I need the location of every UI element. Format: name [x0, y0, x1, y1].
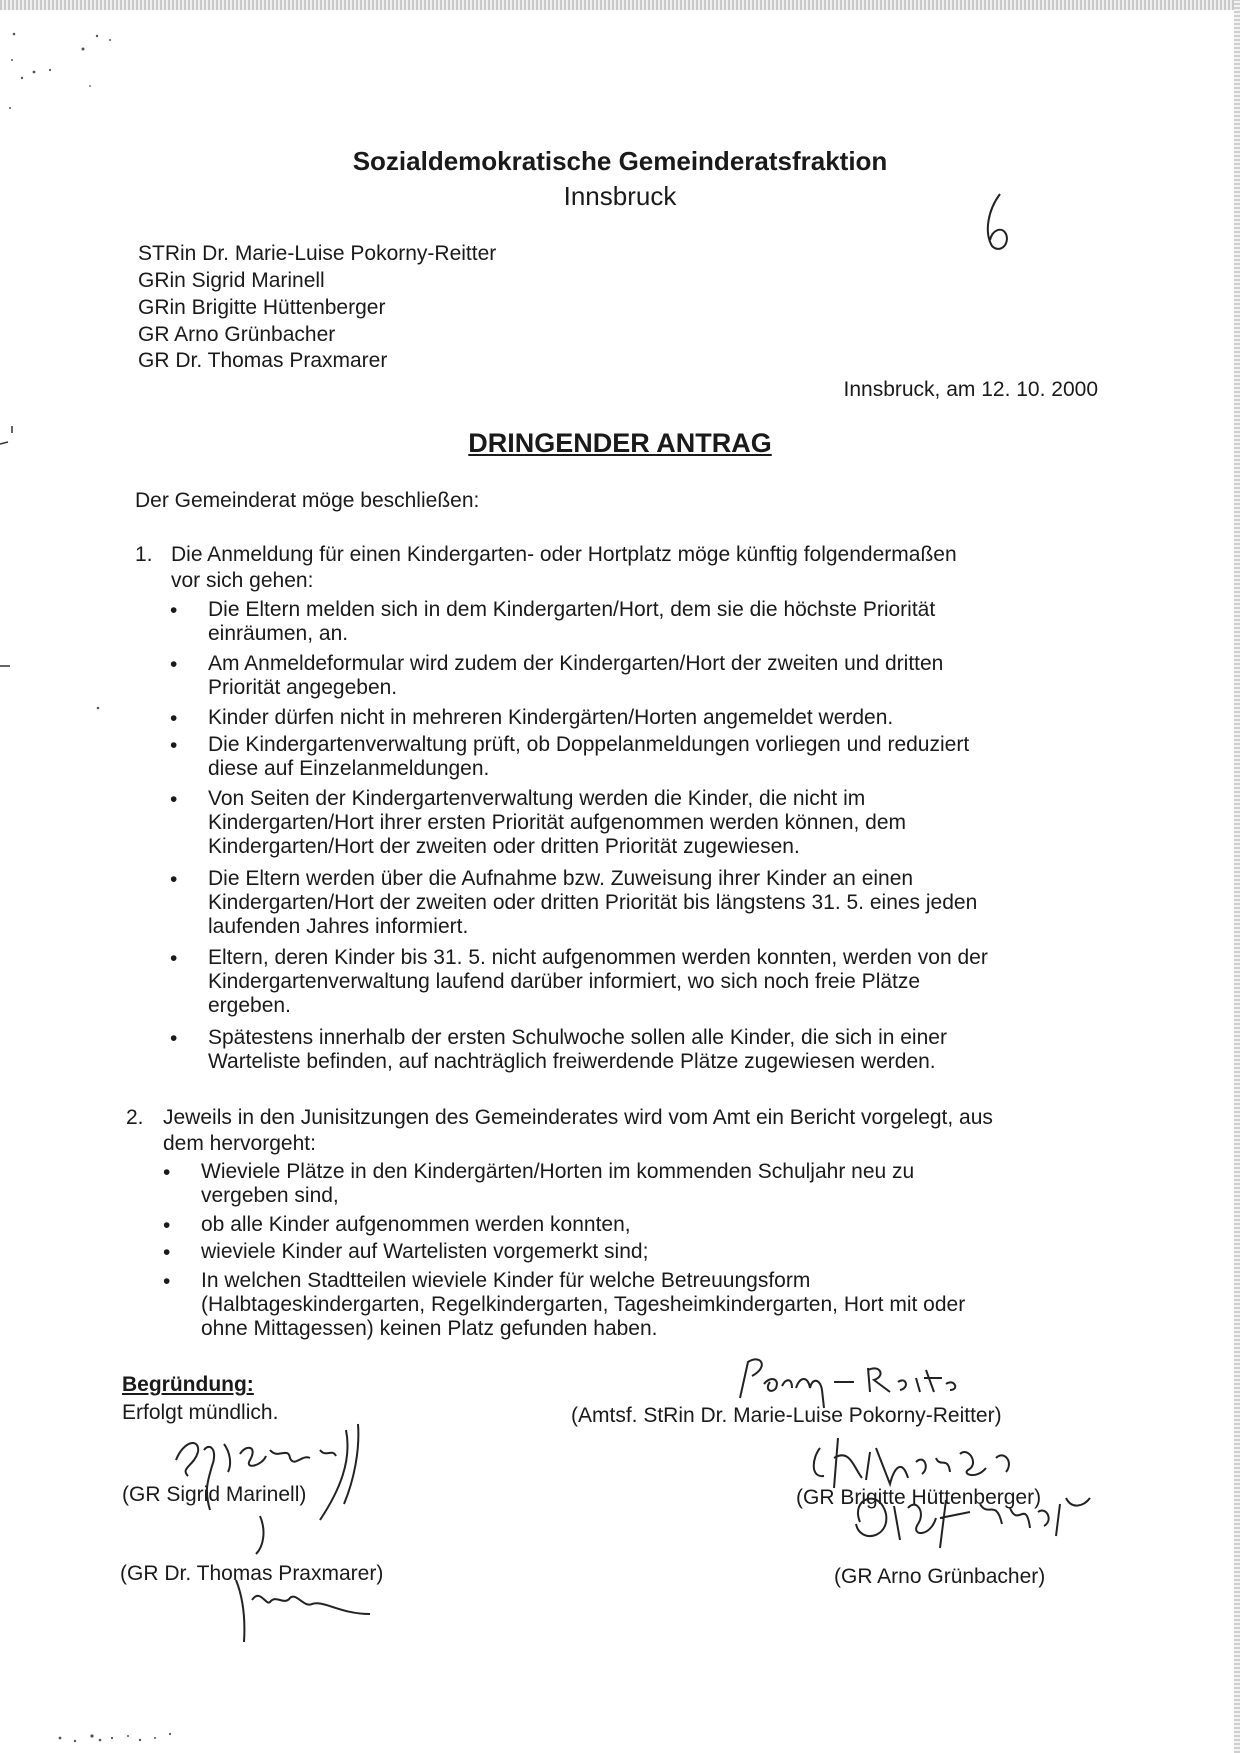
signature-label-gruenbacher: (GR Arno Grünbacher)	[834, 1565, 1046, 1588]
bullet-text: Wieviele Plätze in den Kindergärten/Horten im kommenden Schuljahr neu zu	[201, 1160, 915, 1183]
bullet-marker: •	[170, 788, 178, 811]
bullet-text: einräumen, an.	[208, 622, 349, 645]
bullet-marker: •	[163, 1161, 171, 1184]
header-title: Sozialdemokratische Gemeinderatsfraktion	[352, 146, 888, 176]
bullet-text: (Halbtageskindergarten, Regelkindergarten, Tagesheimkindergarten, Hort mit oder	[201, 1293, 966, 1316]
bullet-marker: •	[170, 707, 178, 730]
reasoning-text: Erfolgt mündlich.	[122, 1401, 279, 1424]
section-text: vor sich gehen:	[171, 569, 314, 592]
bullet-marker: •	[170, 868, 178, 891]
bullet-text: Kinder dürfen nicht in mehreren Kindergärten/Horten angemeldet werden.	[208, 706, 894, 729]
bullet-marker: •	[163, 1214, 171, 1237]
bullet-text: ob alle Kinder aufgenommen werden konnten,	[201, 1213, 631, 1236]
bullet-text: Kindergarten/Hort der zweiten oder dritten Priorität bis längstens 31. 5. eines jeden	[208, 891, 978, 914]
sender-line: GRin Brigitte Hüttenberger	[138, 296, 386, 319]
section-text: Jeweils in den Junisitzungen des Gemeinderates wird vom Amt ein Bericht vorgelegt, aus	[163, 1106, 993, 1129]
bullet-text: ohne Mittagessen) keinen Platz gefunden haben.	[201, 1317, 658, 1340]
bullet-text: diese auf Einzelanmeldungen.	[208, 757, 490, 780]
section-text: Die Anmeldung für einen Kindergarten- oder Hortplatz möge künftig folgendermaßen	[171, 543, 957, 566]
bullet-text: Am Anmeldeformular wird zudem der Kindergarten/Hort der zweiten und dritten	[208, 652, 944, 675]
bullet-text: Die Eltern werden über die Aufnahme bzw. Zuweisung ihrer Kinder an einen	[208, 867, 914, 890]
sender-line: GR Arno Grünbacher	[138, 323, 336, 346]
bullet-text: Kindergartenverwaltung laufend darüber informiert, wo sich noch freie Plätze	[208, 970, 921, 993]
sender-line: GR Dr. Thomas Praxmarer	[138, 349, 388, 372]
bullet-text: In welchen Stadtteilen wieviele Kinder für welche Betreuungsform	[201, 1269, 811, 1292]
header-subtitle: Innsbruck	[563, 181, 677, 211]
section-number: 1.	[135, 543, 153, 566]
section-text: dem hervorgeht:	[163, 1132, 316, 1155]
intro-text: Der Gemeinderat möge beschließen:	[135, 489, 480, 512]
section-number: 2.	[126, 1106, 144, 1129]
signature-label-pokorny: (Amtsf. StRin Dr. Marie-Luise Pokorny-Reitter)	[571, 1404, 1002, 1427]
bullet-marker: •	[170, 947, 178, 970]
bullet-text: Spätestens innerhalb der ersten Schulwoche sollen alle Kinder, die sich in einer	[208, 1026, 947, 1049]
bullet-marker: •	[170, 599, 178, 622]
signature-praxmarer	[230, 1510, 380, 1650]
signature-label-praxmarer: (GR Dr. Thomas Praxmarer)	[120, 1562, 384, 1585]
bullet-text: wieviele Kinder auf Wartelisten vorgemerkt sind;	[201, 1240, 649, 1263]
bullet-text: Die Kindergartenverwaltung prüft, ob Doppelanmeldungen vorliegen und reduziert	[208, 733, 970, 756]
bullet-text: Priorität angegeben.	[208, 676, 398, 699]
bullet-text: Kindergarten/Hort ihrer ersten Priorität aufgenommen werden können, dem	[208, 811, 907, 834]
signature-pokorny	[730, 1348, 1030, 1418]
bullet-text: Eltern, deren Kinder bis 31. 5. nicht aufgenommen werden konnten, werden von der	[208, 946, 988, 969]
bullet-marker: •	[170, 653, 178, 676]
bullet-text: Von Seiten der Kindergartenverwaltung werden die Kinder, die nicht im	[208, 787, 866, 810]
handwritten-page-number	[980, 190, 1020, 260]
bullet-text: ergeben.	[208, 994, 291, 1017]
bullet-text: Kindergarten/Hort der zweiten oder dritten Priorität zugewiesen.	[208, 835, 800, 858]
signature-label-huettenberger: (GR Brigitte Hüttenberger)	[796, 1486, 1042, 1509]
sender-line: STRin Dr. Marie-Luise Pokorny-Reitter	[138, 242, 497, 265]
reasoning-heading: Begründung:	[122, 1373, 254, 1396]
signature-label-marinell: (GR Sigrid Marinell)	[122, 1483, 307, 1506]
sender-line: GRin Sigrid Marinell	[138, 269, 325, 292]
bullet-marker: •	[170, 734, 178, 757]
bullet-marker: •	[170, 1027, 178, 1050]
bullet-marker: •	[163, 1241, 171, 1264]
bullet-text: laufenden Jahres informiert.	[208, 915, 469, 938]
bullet-text: Die Eltern melden sich in dem Kindergarten/Hort, dem sie die höchste Priorität	[208, 598, 936, 621]
bullet-text: vergeben sind,	[201, 1184, 339, 1207]
bullet-text: Warteliste befinden, auf nachträglich freiwerdende Plätze zugewiesen werden.	[208, 1050, 936, 1073]
date-line: Innsbruck, am 12. 10. 2000	[843, 378, 1098, 401]
document-title: DRINGENDER ANTRAG	[468, 428, 772, 458]
signature-huettenberger-gruenbacher	[790, 1428, 1110, 1558]
bullet-marker: •	[163, 1270, 171, 1293]
